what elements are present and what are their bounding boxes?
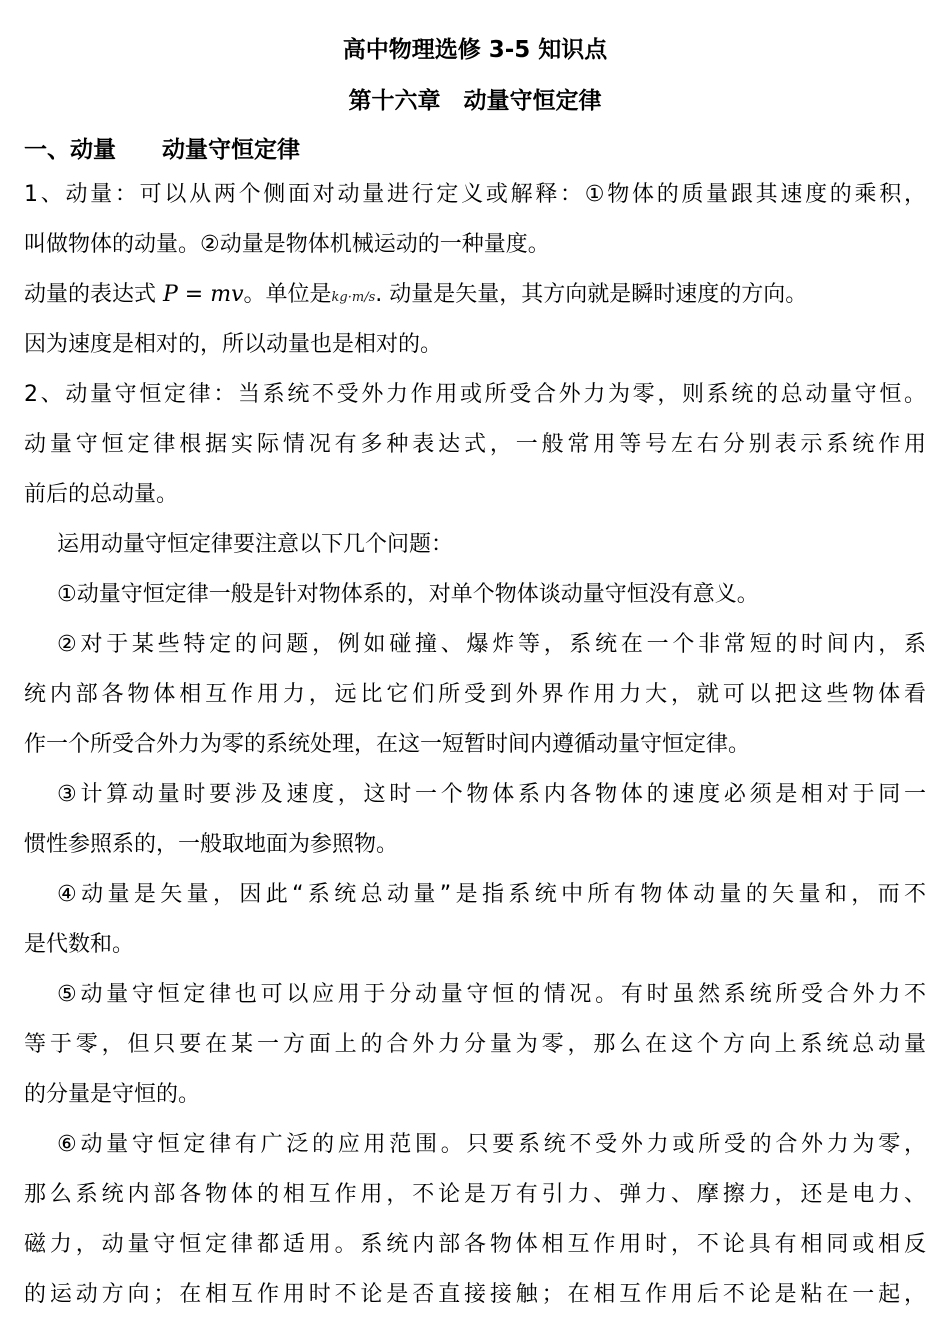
point-3-line-1: ③计算动量时要涉及速度，这时一个物体系内各物体的速度必须是相对于同一 [57,782,926,807]
vector-statement: . 动量是矢量，其方向就是瞬时速度的方向。 [375,282,808,307]
point-3-line-2: 惯性参照系的，一般取地面为参照物。 [24,832,399,857]
point-1-line-1: ①动量守恒定律一般是针对物体系的，对单个物体谈动量守恒没有意义。 [57,582,759,607]
point-2-line-1: ②对于某些特定的问题，例如碰撞、爆炸等，系统在一个非常短的时间内，系 [57,632,926,657]
paragraph-line-7: 前后的总动量。 [24,482,179,507]
momentum-unit: kg·m/s [331,290,376,305]
paragraph-line-2: 叫做物体的动量。②动量是物体机械运动的一种量度。 [24,232,550,257]
unit-label: 。单位是 [243,282,332,307]
paragraph-line-3 [24,280,807,313]
point-6-line-2: 那么系统内部各物体的相互作用，不论是万有引力、弹力、摩擦力，还是电力、 [24,1182,926,1207]
paragraph-line-5: 2、动量守恒定律：当系统不受外力作用或所受合外力为零，则系统的总动量守恒。 [24,382,926,407]
paragraph-line-4: 因为速度是相对的，所以动量也是相对的。 [24,332,443,357]
point-4-line-2: 是代数和。 [24,932,135,957]
point-4-line-1: ④动量是矢量，因此“系统总动量”是指系统中所有物体动量的矢量和，而不 [57,882,926,907]
document-title: 高中物理选修 3-5 知识点 [342,37,608,63]
point-5-line-3: 的分量是守恒的。 [24,1082,201,1107]
chapter-title: 第十六章 动量守恒定律 [348,88,602,114]
section-heading: 一、动量 动量守恒定律 [24,137,300,163]
momentum-formula: P = mv [163,282,244,307]
point-6-line-3: 磁力，动量守恒定律都适用。系统内部各物体相互作用时，不论具有相同或相反 [24,1232,926,1257]
point-5-line-1: ⑤动量守恒定律也可以应用于分动量守恒的情况。有时虽然系统所受合外力不 [57,982,926,1007]
point-2-line-3: 作一个所受合外力为零的系统处理，在这一短暂时间内遵循动量守恒定律。 [24,732,751,757]
paragraph-line-6: 动量守恒定律根据实际情况有多种表达式，一般常用等号左右分别表示系统作用 [24,432,926,457]
paragraph-line-8: 运用动量守恒定律要注意以下几个问题： [57,532,454,557]
point-6-line-1: ⑥动量守恒定律有广泛的应用范围。只要系统不受外力或所受的合外力为零， [57,1132,926,1157]
paragraph-line-1: 1、动量：可以从两个侧面对动量进行定义或解释：①物体的质量跟其速度的乘积， [24,182,926,207]
expression-label: 动量的表达式 [24,282,163,307]
point-6-line-4: 的运动方向；在相互作用时不论是否直接接触；在相互作用后不论是粘在一起， [24,1282,926,1307]
point-5-line-2: 等于零，但只要在某一方面上的合外力分量为零，那么在这个方向上系统总动量 [24,1032,926,1057]
point-2-line-2: 统内部各物体相互作用力，远比它们所受到外界作用力大，就可以把这些物体看 [24,682,926,707]
